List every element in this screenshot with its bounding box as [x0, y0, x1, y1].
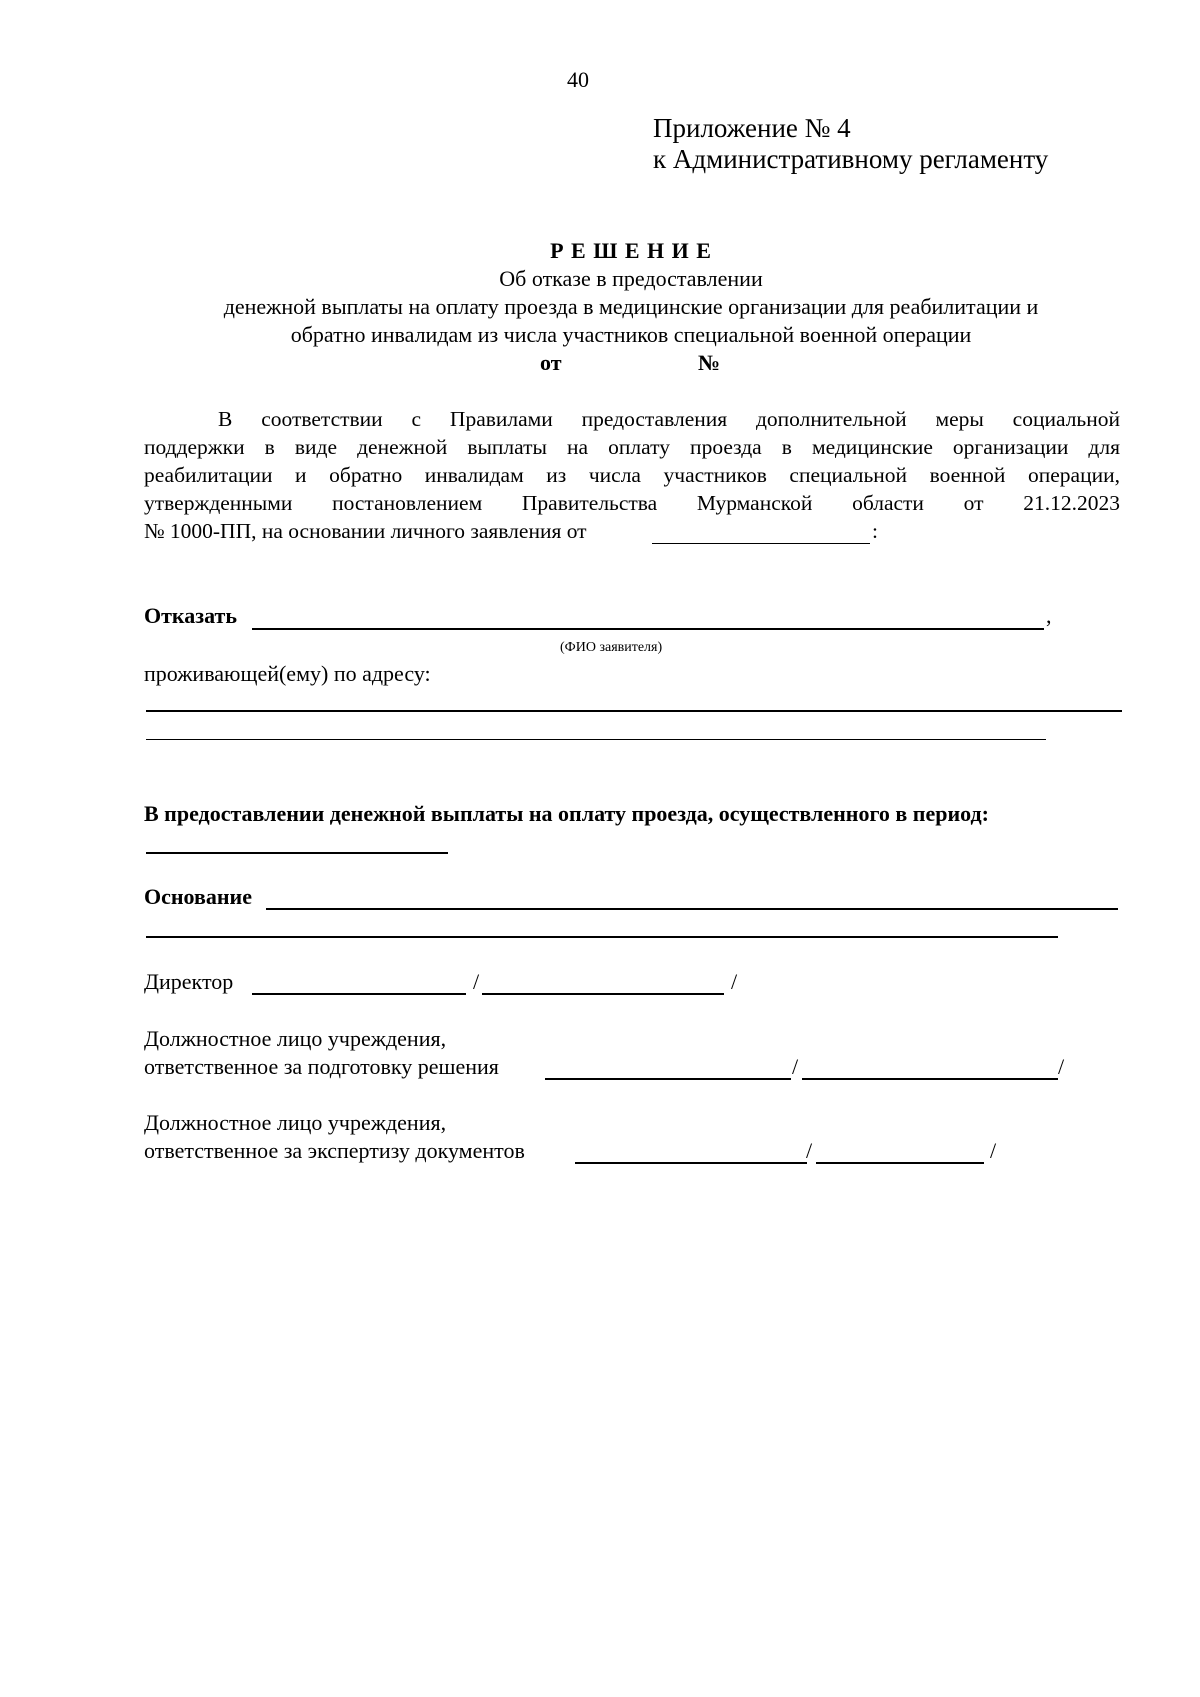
- appendix-line-2: к Административному регламенту: [653, 144, 1049, 174]
- official-2-slash-2: /: [990, 1138, 997, 1163]
- official-2-label-line-1: Должностное лицо учреждения,: [144, 1110, 447, 1135]
- official-1-label-line-1: Должностное лицо учреждения,: [144, 1026, 447, 1051]
- body-line-5: № 1000-ПП, на основании личного заявления от: [144, 519, 587, 543]
- director-signature-field[interactable]: [252, 993, 466, 995]
- official-1-signature-field[interactable]: [545, 1078, 791, 1080]
- basis-field-line-2[interactable]: [146, 936, 1058, 938]
- period-field[interactable]: [146, 852, 448, 854]
- application-date-field[interactable]: [652, 543, 870, 544]
- basis-label: Основание: [144, 884, 253, 909]
- number-label: №: [698, 350, 721, 375]
- official-1-slash-2: /: [1058, 1054, 1065, 1079]
- fio-caption: (ФИО заявителя): [560, 640, 663, 655]
- document-heading: Р Е Ш Е Н И Е: [550, 238, 712, 263]
- director-label: Директор: [144, 969, 234, 994]
- director-slash-2: /: [731, 969, 738, 994]
- refuse-label: Отказать: [144, 603, 237, 628]
- body-line-2: поддержки в виде денежной выплаты на оплату проезда в медицинские организации для: [144, 435, 1120, 459]
- official-2-label-line-2: ответственное за экспертизу документов: [144, 1138, 525, 1163]
- page-number: 40: [567, 67, 589, 92]
- date-label: от: [540, 350, 562, 375]
- appendix-line-1: Приложение № 4: [653, 113, 851, 143]
- body-line-4: утвержденными постановлением Правительства Мурманской области от 21.12.2023: [144, 491, 1120, 515]
- refuse-comma: ,: [1046, 603, 1052, 628]
- body-line-5-colon: :: [872, 519, 878, 543]
- basis-field-line-1[interactable]: [266, 908, 1118, 910]
- period-label: В предоставлении денежной выплаты на оплату проезда, осуществленного в период:: [144, 801, 989, 826]
- official-2-name-field[interactable]: [816, 1162, 984, 1164]
- heading-subtitle-2: денежной выплаты на оплату проезда в медицинские организации для реабилитации и: [223, 294, 1039, 319]
- heading-subtitle-1: Об отказе в предоставлении: [499, 266, 763, 291]
- address-field-line-1[interactable]: [146, 710, 1122, 712]
- official-2-slash-1: /: [806, 1138, 813, 1163]
- director-name-field[interactable]: [482, 993, 724, 995]
- body-line-1: В соответствии с Правилами предоставления дополнительной меры социальной: [218, 407, 1120, 431]
- director-slash-1: /: [473, 969, 480, 994]
- applicant-name-field[interactable]: [252, 628, 1044, 630]
- heading-subtitle-3: обратно инвалидам из числа участников специальной военной операции: [290, 322, 972, 347]
- official-1-label-line-2: ответственное за подготовку решения: [144, 1054, 499, 1079]
- body-line-3: реабилитации и обратно инвалидам из числа участников специальной военной операции,: [144, 463, 1120, 487]
- official-2-signature-field[interactable]: [575, 1162, 807, 1164]
- address-label: проживающей(ему) по адресу:: [144, 661, 431, 686]
- address-field-line-2[interactable]: [146, 739, 1046, 740]
- official-1-name-field[interactable]: [802, 1078, 1058, 1080]
- official-1-slash-1: /: [792, 1054, 799, 1079]
